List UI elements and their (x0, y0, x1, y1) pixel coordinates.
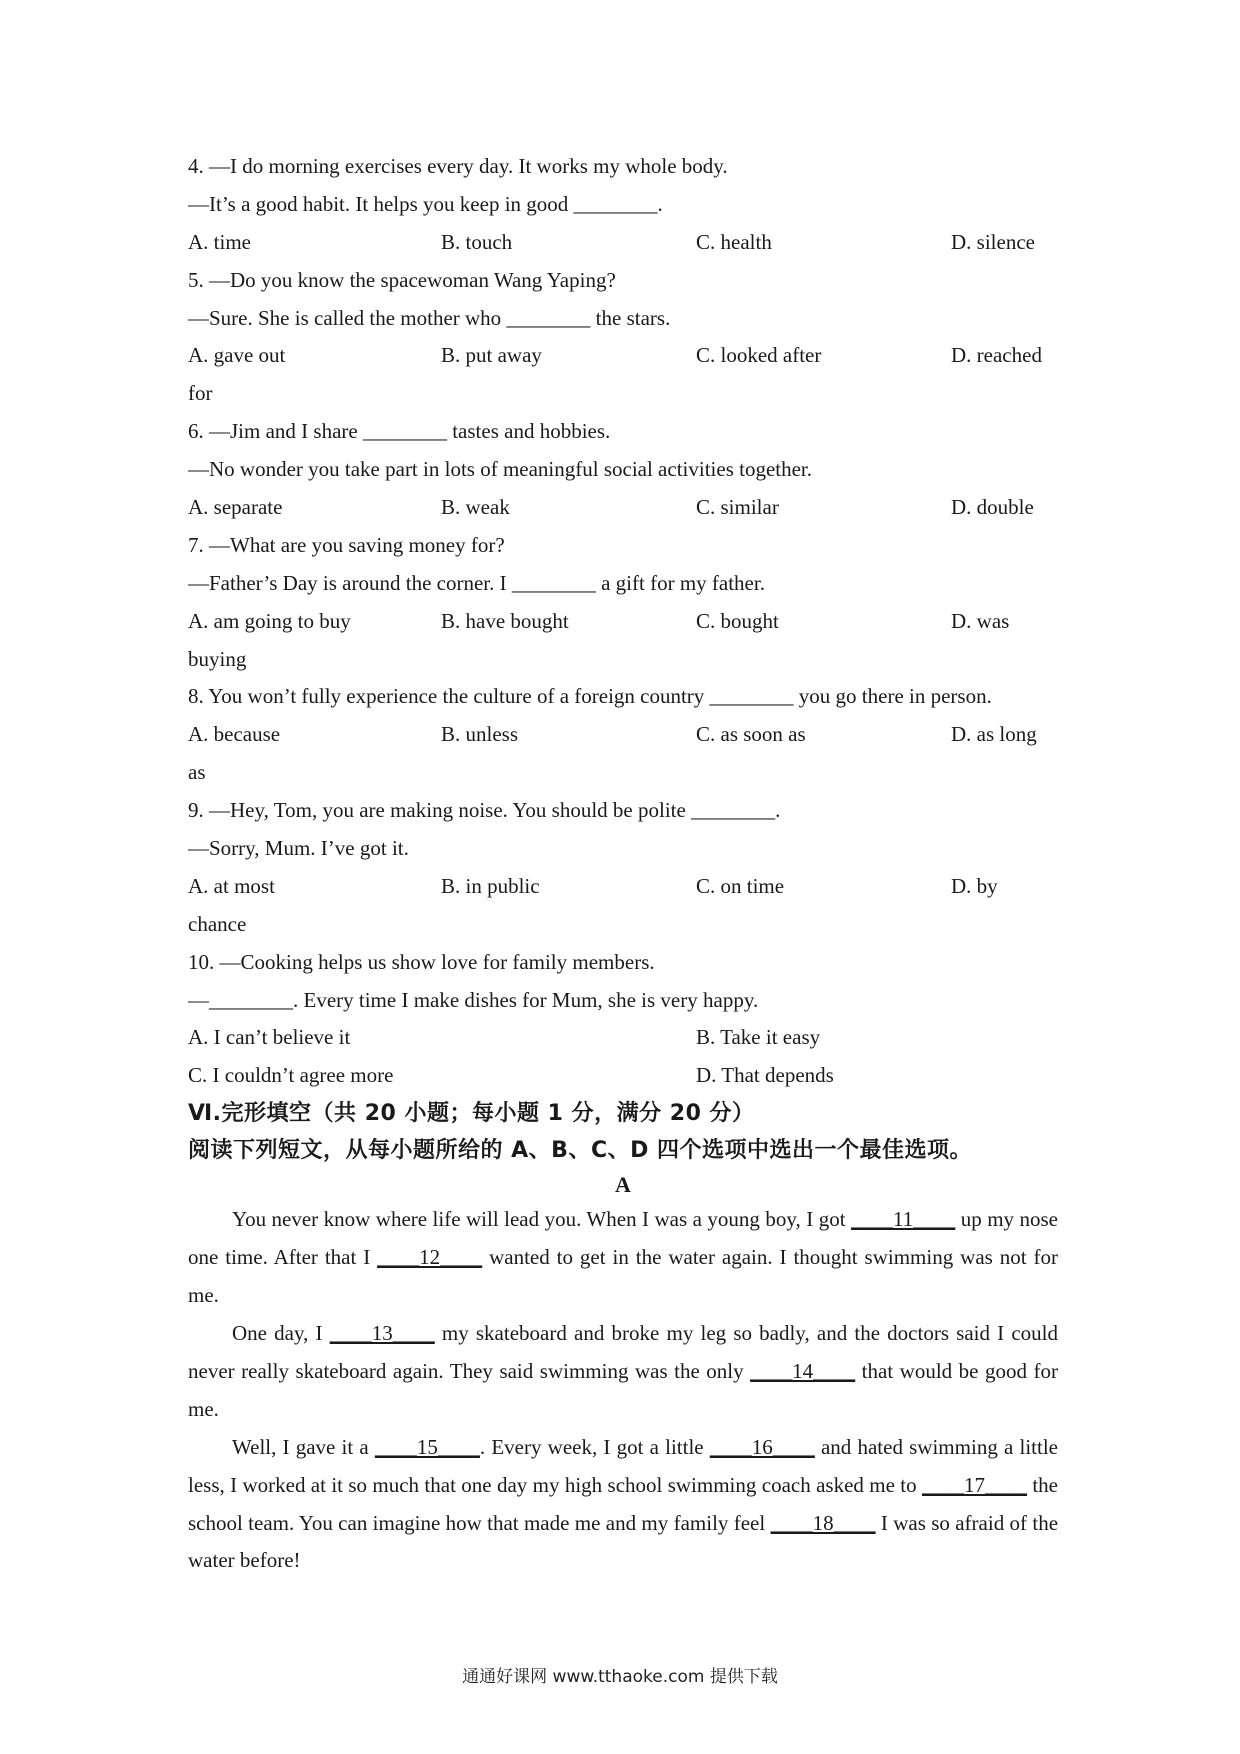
question-line: —Sure. She is called the mother who ________ the stars. (188, 305, 671, 330)
blank-13: ____13____ (329, 1320, 435, 1345)
passage-text: One day, I (232, 1320, 330, 1345)
passage-text: the school team. You can imagine how that made me and my family feel (188, 1472, 1059, 1535)
option-wrap: as (188, 760, 206, 785)
option-a: A. gave out (188, 343, 286, 368)
option-b: B. Take it easy (696, 1025, 821, 1050)
option-c: C. I couldn’t agree more (188, 1063, 394, 1088)
options-row (188, 1057, 1058, 1095)
option-a: A. I can’t believe it (188, 1025, 351, 1050)
passage-text: and hated swimming a little less, I worked at it so much that one day my high school swimming coach asked me to (188, 1434, 1058, 1497)
option-b: B. unless (441, 722, 519, 747)
question-line: 5. —Do you know the spacewoman Wang Yaping? (188, 267, 616, 292)
option-wrap: for (188, 381, 213, 406)
question-line: 6. —Jim and I share ________ tastes and hobbies. (188, 419, 611, 444)
option-d: D. silence (951, 229, 1035, 254)
passage-text: I was so afraid of the water before! (188, 1510, 1059, 1573)
passage-text: Well, I gave it a (232, 1434, 375, 1459)
passage-paragraph-2 (188, 1315, 1058, 1429)
page-content (188, 148, 1058, 1580)
option-a: A. time (188, 229, 251, 254)
question-7 (188, 527, 1058, 679)
option-b: B. put away (441, 343, 542, 368)
option-b: B. touch (441, 229, 513, 254)
passage-text: wanted to get in the water again. I thought swimming was not for me. (188, 1245, 1058, 1308)
question-line: —No wonder you take part in lots of meaningful social activities together. (188, 457, 813, 482)
question-line: —Sorry, Mum. I’ve got it. (188, 836, 409, 861)
blank-16: ____16____ (709, 1434, 815, 1459)
blank-15: ____15____ (374, 1434, 480, 1459)
option-d: D. reached (951, 343, 1042, 368)
question-8 (188, 678, 1058, 792)
option-d: D. by (951, 873, 998, 898)
question-line: 9. —Hey, Tom, you are making noise. You should be polite ________. (188, 798, 781, 823)
option-a: A. because (188, 722, 281, 747)
option-c: C. on time (696, 873, 785, 898)
option-c: C. health (696, 229, 772, 254)
blank-11: ____11____ (851, 1207, 956, 1232)
blank-12: ____12____ (377, 1245, 483, 1270)
passage-paragraph-3 (188, 1429, 1058, 1581)
options-row (188, 337, 1058, 375)
option-d: D. double (951, 495, 1034, 520)
question-6 (188, 413, 1058, 527)
question-line: 10. —Cooking helps us show love for family members. (188, 949, 655, 974)
options-row (188, 868, 1058, 906)
options-row (188, 224, 1058, 262)
option-c: C. as soon as (696, 722, 806, 747)
passage-text: my skateboard and broke my leg so badly, and the doctors said I could never really skateboard again. They said swimming was the only (188, 1320, 1058, 1383)
question-line: 7. —What are you saving money for? (188, 532, 505, 557)
passage-title: A (615, 1172, 631, 1198)
question-line: —________. Every time I make dishes for Mum, she is very happy. (188, 987, 759, 1012)
option-d: D. That depends (696, 1063, 834, 1088)
option-b: B. weak (441, 495, 510, 520)
option-b: B. in public (441, 873, 540, 898)
options-row (188, 603, 1058, 641)
options-row (188, 1019, 1058, 1057)
passage-text: that would be good for me. (188, 1358, 1059, 1421)
option-a: A. am going to buy (188, 608, 351, 633)
question-line: —Father’s Day is around the corner. I ________ a gift for my father. (188, 570, 765, 595)
options-row (188, 716, 1058, 754)
question-line: —It’s a good habit. It helps you keep in good ________. (188, 191, 663, 216)
option-c: C. looked after (696, 343, 822, 368)
option-b: B. have bought (441, 608, 569, 633)
question-5 (188, 262, 1058, 414)
passage-paragraph-1 (188, 1201, 1058, 1315)
option-wrap: chance (188, 911, 247, 936)
blank-14: ____14____ (750, 1358, 856, 1383)
question-10 (188, 944, 1058, 1096)
options-row (188, 489, 1058, 527)
question-9 (188, 792, 1058, 944)
passage-text: . Every week, I got a little (479, 1434, 710, 1459)
question-line: 8. You won’t fully experience the culture of a foreign country ________ you go there in person. (188, 684, 992, 709)
option-c: C. bought (696, 608, 779, 633)
option-d: D. as long (951, 722, 1037, 747)
blank-17: ____17____ (921, 1472, 1027, 1497)
section-heading: Ⅵ.完形填空（共 20 小题；每小题 1 分，满分 20 分） (188, 1101, 755, 1127)
option-a: A. at most (188, 873, 275, 898)
option-wrap: buying (188, 646, 247, 671)
option-c: C. similar (696, 495, 779, 520)
passage-text: up my nose one time. After that I (188, 1207, 1059, 1270)
option-a: A. separate (188, 495, 283, 520)
question-line: 4. —I do morning exercises every day. It works my whole body. (188, 154, 728, 178)
page-footer: 通通好课网 www.tthaoke.com 提供下载 (462, 1667, 778, 1687)
blank-18: ____18____ (770, 1510, 876, 1535)
passage-text: You never know where life will lead you. When I was a young boy, I got (232, 1207, 852, 1232)
question-4 (188, 148, 1058, 262)
option-d: D. was (951, 608, 1010, 633)
section-instruction: 阅读下列短文，从每小题所给的 A、B、C、D 四个选项中选出一个最佳选项。 (188, 1138, 973, 1164)
